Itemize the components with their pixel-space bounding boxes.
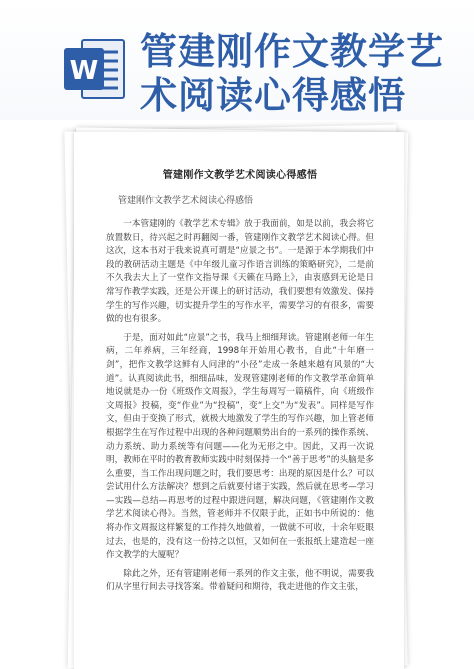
document-title: 管建刚作文教学艺术阅读心得感悟 bbox=[162, 170, 318, 181]
header-title bbox=[140, 30, 470, 118]
header-title-line1: 管建刚作文教学艺 bbox=[140, 30, 444, 73]
header-banner bbox=[0, 0, 474, 120]
header-title-line2: 术阅读心得感悟 bbox=[140, 74, 406, 117]
document-paragraph: 一本管建刚的《教学艺术专辑》放于我面前，如是以前，我会将它放置数日，待兴起之时再翻阅一番，管建刚作文教学艺术阅读心得。但这次，这本书对于我来说真可谓是“应景之书”。一是源于本学期我们中段的教研活动主题是《中年级儿童习作语言训练的策略研究》，二是前不久我去大上了一堂作文指导课《天籁在马路上》，由衷感到无论是日常写作教学实践，还是公开课上的研讨活动，我们要想有效激发、保持学生的写作兴趣，切实提升学生的写作水平，需要学习的有很多，需要做的也有很多。 bbox=[106, 219, 374, 325]
document-paragraph: 于是，面对如此“应景”之书，我马上细细拜读。管建刚老师一年生病，二年养病，三年经商，1998年开始用心教书，自此“十年磨一剑”，把作文教学这鲜有人问津的“小径”走成一条越来越有风景的“大道”。认真阅读此书，细细品味，发现管建刚老师的作文教学革命简单地说就是办一份《班级作文周报》，学生每周写一篇稿件，向《班级作文周报》投稿，变“作业”为“投稿”，变“上交”为“发表”。同样是写作文，但由于变换了形式，就极大地激发了学生的写作兴趣，加上管老师根据学生在写作过程中出现的各种问题顺势出台的一系列的操作系统、动力系统、助力系统等有问题——化为无形之中。因此，又再一次说明，教师在平时的教育教师实践中时刻保持一个“善于思考”的头脑是多么重要，当工作出现问题之时，我们要思考：出现的原因是什么？可以尝试用什么方法解决？想到之后就要付诸于实践，然后就在思考—学习—实践—总结—再思考的过程中跟进问题，解决问题，《管建刚作文教学艺术阅读心得》。当然，管老师并不仅限于此，正如书中所说的：他将办作文周报这样繁复的工作持久地做着，一做就不可收，十余年贬眼过去，也是的，没有这一份持之以恒，又如何在一张报纸上建造起一座作文教学的大厦呢？ bbox=[106, 332, 374, 561]
document-subtitle: 管建刚作文教学艺术阅读心得感悟 bbox=[118, 196, 254, 206]
document-paragraph: 除此之外，还有管建刚老师一系列的作文主张，他不明说，需要我们从字里行间去寻找答案。带着疑问和期待，我走进他的作文主张， bbox=[106, 568, 374, 593]
svg-text:W: W bbox=[69, 56, 99, 86]
document-page bbox=[74, 132, 404, 669]
word-document-icon bbox=[62, 36, 128, 102]
